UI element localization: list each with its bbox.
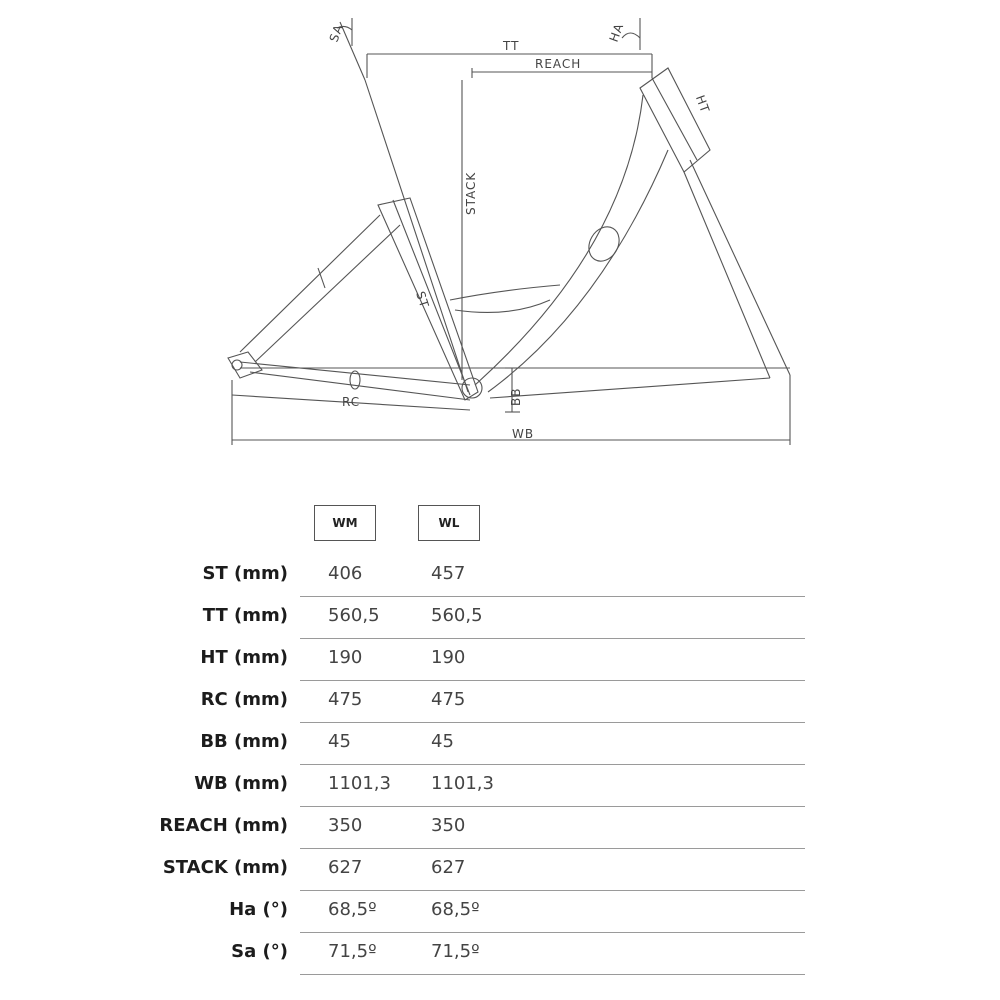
label-ht: HT [692, 93, 713, 116]
value-wm: 1101,3 [328, 773, 391, 794]
row-label: Ha (°) [229, 899, 288, 920]
value-wm: 350 [328, 815, 363, 836]
value-wl: 627 [431, 857, 466, 878]
size-header-wl: WL [418, 505, 480, 541]
seat-stay [240, 215, 400, 362]
value-wl: 457 [431, 563, 466, 584]
label-tt: TT [503, 39, 520, 53]
wb-dimension-line [232, 375, 790, 445]
label-wb: WB [512, 427, 535, 441]
row-label: RC (mm) [200, 689, 288, 710]
value-wm: 71,5º [328, 941, 377, 962]
bike-frame-geometry-diagram [0, 0, 1000, 470]
row-label: STACK (mm) [162, 857, 288, 878]
label-st: ST [413, 289, 432, 311]
table-row [0, 933, 1000, 975]
value-wl: 350 [431, 815, 466, 836]
value-wl: 68,5º [431, 899, 480, 920]
value-wl: 45 [431, 731, 454, 752]
row-label: REACH (mm) [159, 815, 288, 836]
down-tube [475, 95, 668, 392]
value-wm: 190 [328, 647, 363, 668]
head-tube [640, 68, 713, 172]
row-label: Sa (°) [231, 941, 288, 962]
label-sa: SA [326, 22, 347, 44]
label-rc: RC [342, 395, 361, 409]
label-ha: HA [606, 21, 627, 44]
table-row [0, 891, 1000, 933]
head-angle-indicator [622, 18, 640, 50]
row-divider [300, 974, 805, 975]
value-wm: 68,5º [328, 899, 377, 920]
steering-axis [684, 172, 770, 378]
seat-tube-axis [365, 80, 468, 392]
value-wm: 406 [328, 563, 363, 584]
tt-dimension-line [367, 54, 652, 78]
value-wm: 475 [328, 689, 363, 710]
row-label: HT (mm) [200, 647, 288, 668]
bottom-bracket [462, 378, 482, 398]
row-label: ST (mm) [202, 563, 288, 584]
value-wl: 190 [431, 647, 466, 668]
table-row [0, 681, 1000, 723]
value-wm: 45 [328, 731, 351, 752]
row-label: TT (mm) [202, 605, 288, 626]
value-wm: 560,5 [328, 605, 380, 626]
row-label: BB (mm) [200, 731, 288, 752]
table-row [0, 723, 1000, 765]
table-row [0, 597, 1000, 639]
label-reach: REACH [535, 57, 582, 71]
rear-dropout [228, 352, 262, 378]
size-header-wm: WM [314, 505, 376, 541]
label-stack: STACK [464, 171, 478, 215]
table-row [0, 555, 1000, 597]
row-label: WB (mm) [194, 773, 288, 794]
table-row [0, 639, 1000, 681]
table-row [0, 807, 1000, 849]
value-wl: 1101,3 [431, 773, 494, 794]
value-wl: 475 [431, 689, 466, 710]
value-wl: 71,5º [431, 941, 480, 962]
cross-tube [450, 285, 560, 312]
value-wl: 560,5 [431, 605, 483, 626]
rc-dimension-line [232, 380, 470, 445]
table-row [0, 765, 1000, 807]
label-bb: BB [509, 387, 523, 406]
table-row [0, 849, 1000, 891]
value-wm: 627 [328, 857, 363, 878]
